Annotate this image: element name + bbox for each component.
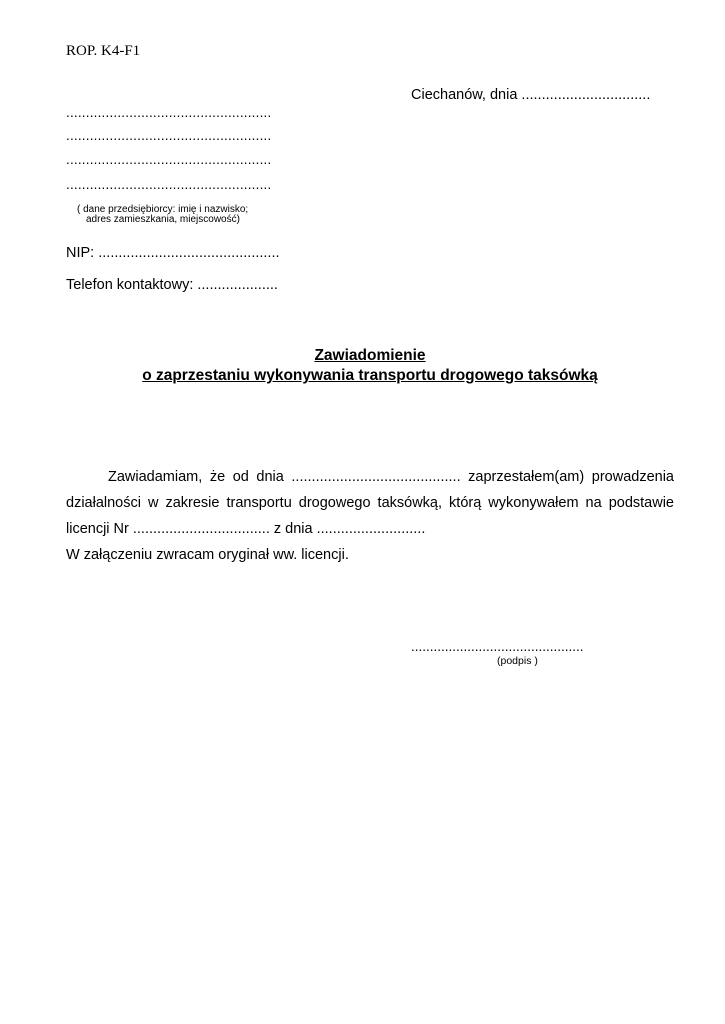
applicant-line-4: .................................................... <box>66 177 272 192</box>
document-subtitle: o zaprzestaniu wykonywania transportu drogowego taksówką <box>142 367 598 384</box>
body-line-2: działalności w zakresie transportu drogowego taksówką, którą wykonywałem na podstawie <box>66 495 674 511</box>
place-and-date: Ciechanów, dnia ................................ <box>411 87 651 103</box>
form-code: ROP. K4-F1 <box>66 43 141 59</box>
applicant-caption-line-2: adres zamieszkania, miejscowość) <box>86 214 240 225</box>
applicant-line-2: .................................................... <box>66 128 272 143</box>
phone-field: Telefon kontaktowy: .................... <box>66 277 278 293</box>
applicant-line-1: .................................................... <box>66 105 272 120</box>
applicant-caption-line-1: ( dane przedsiębiorcy: imię i nazwisko; <box>77 204 249 215</box>
body-paragraph <box>66 464 674 568</box>
document-title: Zawiadomienie <box>314 347 426 364</box>
body-line-4: W załączeniu zwracam oryginał ww. licencji. <box>66 547 349 563</box>
nip-field: NIP: ............................................. <box>66 245 280 261</box>
body-line-1: Zawiadamiam, że od dnia .......................................... zaprzestałem(am) prowadzenia <box>108 469 674 485</box>
signature-caption: (podpis ) <box>497 655 538 667</box>
body-line-3: licencji Nr .................................. z dnia ........................... <box>66 521 426 537</box>
applicant-line-3: .................................................... <box>66 152 272 167</box>
signature-line: .............................................. <box>411 639 584 654</box>
